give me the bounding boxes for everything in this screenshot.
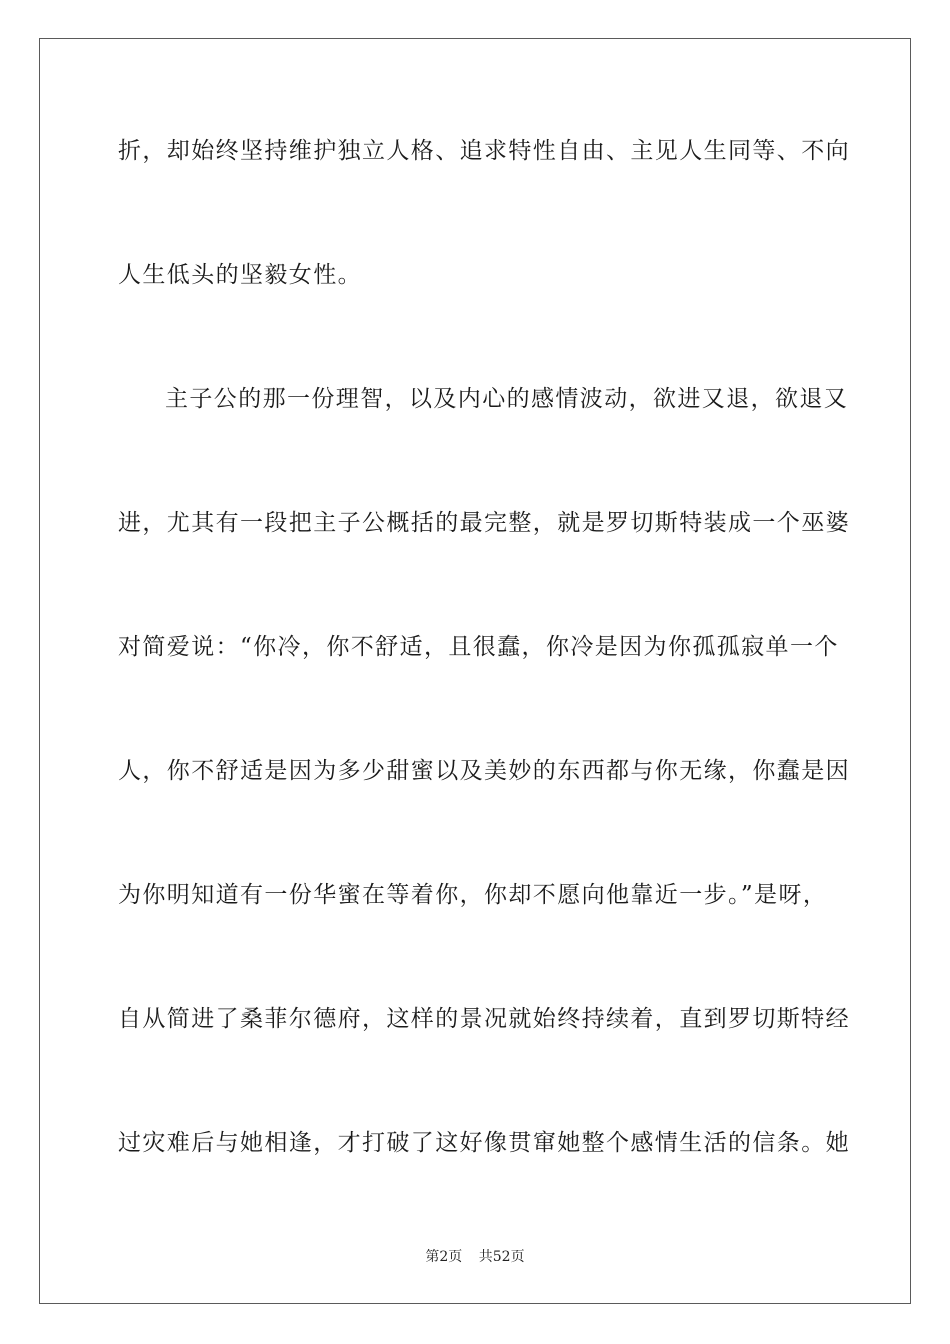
- text-line-6: 人，你不舒适是因为多少甜蜜以及美妙的东西都与你无缘，你蠢是因: [118, 758, 850, 784]
- page-border: [39, 38, 911, 1304]
- text-line-7: 为你明知道有一份华蜜在等着你，你却不愿向他靠近一步。”是呀，: [118, 882, 828, 908]
- text-line-4: 进，尤其有一段把主子公概括的最完整，就是罗切斯特装成一个巫婆: [118, 510, 850, 536]
- page-footer: [0, 1246, 950, 1266]
- page-total: 共52页: [478, 1249, 525, 1265]
- text-line-3: 主子公的那一份理智，以及内心的感情波动，欲进又退，欲退又: [165, 386, 849, 412]
- text-line-1: 折，却始终坚持维护独立人格、追求特性自由、主见人生同等、不向: [118, 138, 850, 164]
- text-line-2: 人生低头的坚毅女性。: [118, 262, 362, 288]
- text-line-5: 对简爱说：“你冷，你不舒适，且很蠢，你冷是因为你孤孤寂单一个: [118, 634, 839, 660]
- page-number: 第2页: [425, 1249, 463, 1265]
- text-line-9: 过灾难后与她相逢，才打破了这好像贯窜她整个感情生活的信条。她: [118, 1130, 850, 1156]
- text-line-8: 自从简进了桑菲尔德府，这样的景况就始终持续着，直到罗切斯特经: [118, 1006, 850, 1032]
